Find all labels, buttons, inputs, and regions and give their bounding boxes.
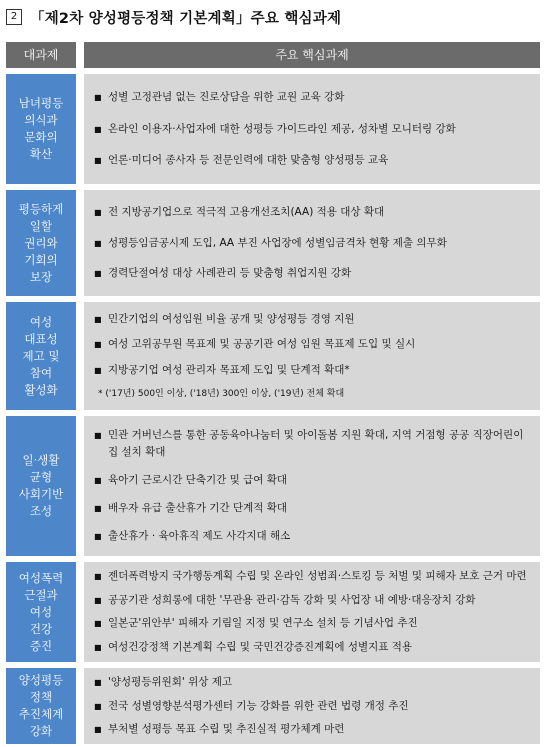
- task-text: 성평등임금공시제 도입, AA 부진 사업장에 성별임금격차 현황 제출 의무화: [108, 236, 447, 249]
- list-item: [94, 89, 532, 106]
- list-item: [94, 152, 532, 169]
- category-cell: 평등하게 일할 권리와 기회의 보장: [6, 190, 76, 296]
- square-bullet-icon: ■: [94, 642, 102, 652]
- square-bullet-icon: ■: [94, 92, 102, 102]
- square-bullet-icon: ■: [94, 678, 102, 688]
- header-category: 대과제: [6, 42, 76, 68]
- task-list: [94, 190, 532, 296]
- list-item: [94, 235, 532, 252]
- square-bullet-icon: ■: [94, 504, 102, 513]
- square-bullet-icon: ■: [94, 340, 102, 350]
- task-text: 육아기 근로시간 단축기간 및 급여 확대: [108, 474, 287, 486]
- task-text: 출산휴가 · 육아휴직 제도 사각지대 해소: [108, 530, 291, 542]
- task-list: [94, 562, 532, 662]
- task-text: 전국 성별영향분석평가센터 기능 강화를 위한 관련 법령 개정 추진: [108, 699, 409, 712]
- task-text: 배우자 유급 출산휴가 기간 단계적 확대: [108, 502, 287, 514]
- list-item: [94, 698, 532, 715]
- square-bullet-icon: ■: [94, 572, 102, 582]
- tasks-cell: [84, 668, 540, 744]
- task-text: 성별 고정관념 없는 진로상담을 위한 교원 교육 강화: [108, 90, 345, 103]
- square-bullet-icon: ■: [94, 476, 102, 485]
- square-bullet-icon: ■: [94, 619, 102, 629]
- task-list: [94, 74, 532, 184]
- tasks-cell: [84, 74, 540, 184]
- square-bullet-icon: ■: [94, 314, 102, 324]
- task-list: [94, 302, 532, 410]
- tasks-cell: [84, 562, 540, 662]
- task-text: 민관 거버넌스를 통한 공동육아나눔터 및 아이돌봄 지원 확대, 지역 거점형 공공 직장어린이집 설치 확대: [108, 429, 524, 458]
- document-title: [6, 6, 341, 28]
- square-bullet-icon: ■: [94, 701, 102, 711]
- table-header: [6, 42, 540, 68]
- task-text: 전 지방공기업으로 적극적 고용개선조치(AA) 적용 대상 확대: [108, 205, 385, 218]
- table-row: [6, 190, 540, 296]
- square-bullet-icon: ■: [94, 207, 102, 217]
- square-bullet-icon: ■: [94, 238, 102, 248]
- task-list: [94, 668, 532, 744]
- list-item: [94, 568, 532, 585]
- table-row: [6, 668, 540, 744]
- list-item: [94, 500, 532, 517]
- list-item: [94, 336, 532, 353]
- header-tasks: 주요 핵심과제: [84, 42, 540, 68]
- category-cell: 여성 대표성 제고 및 참여 활성화: [6, 302, 76, 410]
- table-row: [6, 74, 540, 184]
- task-text: 경력단절여성 대상 사례관리 등 맞춤형 취업지원 강화: [108, 267, 352, 280]
- square-bullet-icon: ■: [94, 724, 102, 734]
- task-text: 여성 고위공무원 목표제 및 공공기관 여성 임원 목표제 도입 및 실시: [108, 338, 416, 351]
- title-text: 「제2차 양성평등정책 기본계획」주요 핵심과제: [30, 10, 342, 27]
- category-cell: 양성평등 정책 추진체계 강화: [6, 668, 76, 744]
- list-item: [94, 615, 532, 632]
- task-text: 젠더폭력방지 국가행동계획 수립 및 온라인 성범죄·스토킹 등 처벌 및 피해자 보호 근거 마련: [108, 570, 527, 583]
- square-bullet-icon: ■: [94, 269, 102, 279]
- tasks-cell: [84, 416, 540, 556]
- task-text: 일본군'위안부' 피해자 기림일 지정 및 연구소 설치 등 기념사업 추진: [108, 617, 418, 630]
- category-cell: 남녀평등 의식과 문화의 확산: [6, 74, 76, 184]
- tasks-cell: [84, 190, 540, 296]
- task-text: 부처별 성평등 목표 수립 및 추진실적 평가체계 마련: [108, 722, 345, 735]
- list-item: [94, 311, 532, 328]
- tasks-cell: [84, 302, 540, 410]
- task-text: 온라인 이용자·사업자에 대한 성평등 가이드라인 제공, 성차별 모니터링 강화: [108, 122, 456, 135]
- table-row: [6, 562, 540, 662]
- task-text: 여성건강정책 기본계획 수립 및 국민건강증진계획에 성별지표 적용: [108, 640, 413, 653]
- list-item: [94, 528, 532, 545]
- list-item: [94, 204, 532, 221]
- list-item: [94, 121, 532, 138]
- task-text: 지방공기업 여성 관리자 목표제 도입 및 단계적 확대*: [108, 363, 350, 376]
- task-text: 민간기업의 여성임원 비율 공개 및 양성평등 경영 지원: [108, 312, 355, 325]
- task-text: 언론·미디어 종사자 등 전문인력에 대한 맞춤형 양성평등 교육: [108, 154, 389, 167]
- list-item: [94, 362, 532, 379]
- square-bullet-icon: ■: [94, 431, 102, 440]
- task-text: '양성평등위원회' 위상 제고: [108, 676, 233, 689]
- square-bullet-icon: ■: [94, 595, 102, 605]
- footnote: * ('17년) 500인 이상, ('18년) 300인 이상, ('19년) 전체 확대: [98, 389, 345, 400]
- category-cell: 여성폭력 근절과 여성 건강 증진: [6, 562, 76, 662]
- category-cell: 일·생활 균형 사회기반 조성: [6, 416, 76, 556]
- list-item: [94, 674, 532, 691]
- section-number-box: 2: [6, 9, 22, 25]
- task-text: 공공기관 성희롱에 대한 '무관용 관리·감독 강화 및 사업장 내 예방·대응장치 강화: [108, 593, 476, 606]
- square-bullet-icon: ■: [94, 532, 102, 541]
- table-row: [6, 302, 540, 410]
- list-item: [94, 472, 532, 489]
- list-item: [94, 265, 532, 282]
- square-bullet-icon: ■: [94, 156, 102, 166]
- table-row: [6, 416, 540, 556]
- square-bullet-icon: ■: [94, 365, 102, 375]
- list-item: [94, 592, 532, 609]
- square-bullet-icon: ■: [94, 124, 102, 134]
- list-item: [94, 639, 532, 656]
- list-item: [94, 427, 532, 461]
- task-list: [94, 416, 532, 556]
- list-item: [94, 721, 532, 738]
